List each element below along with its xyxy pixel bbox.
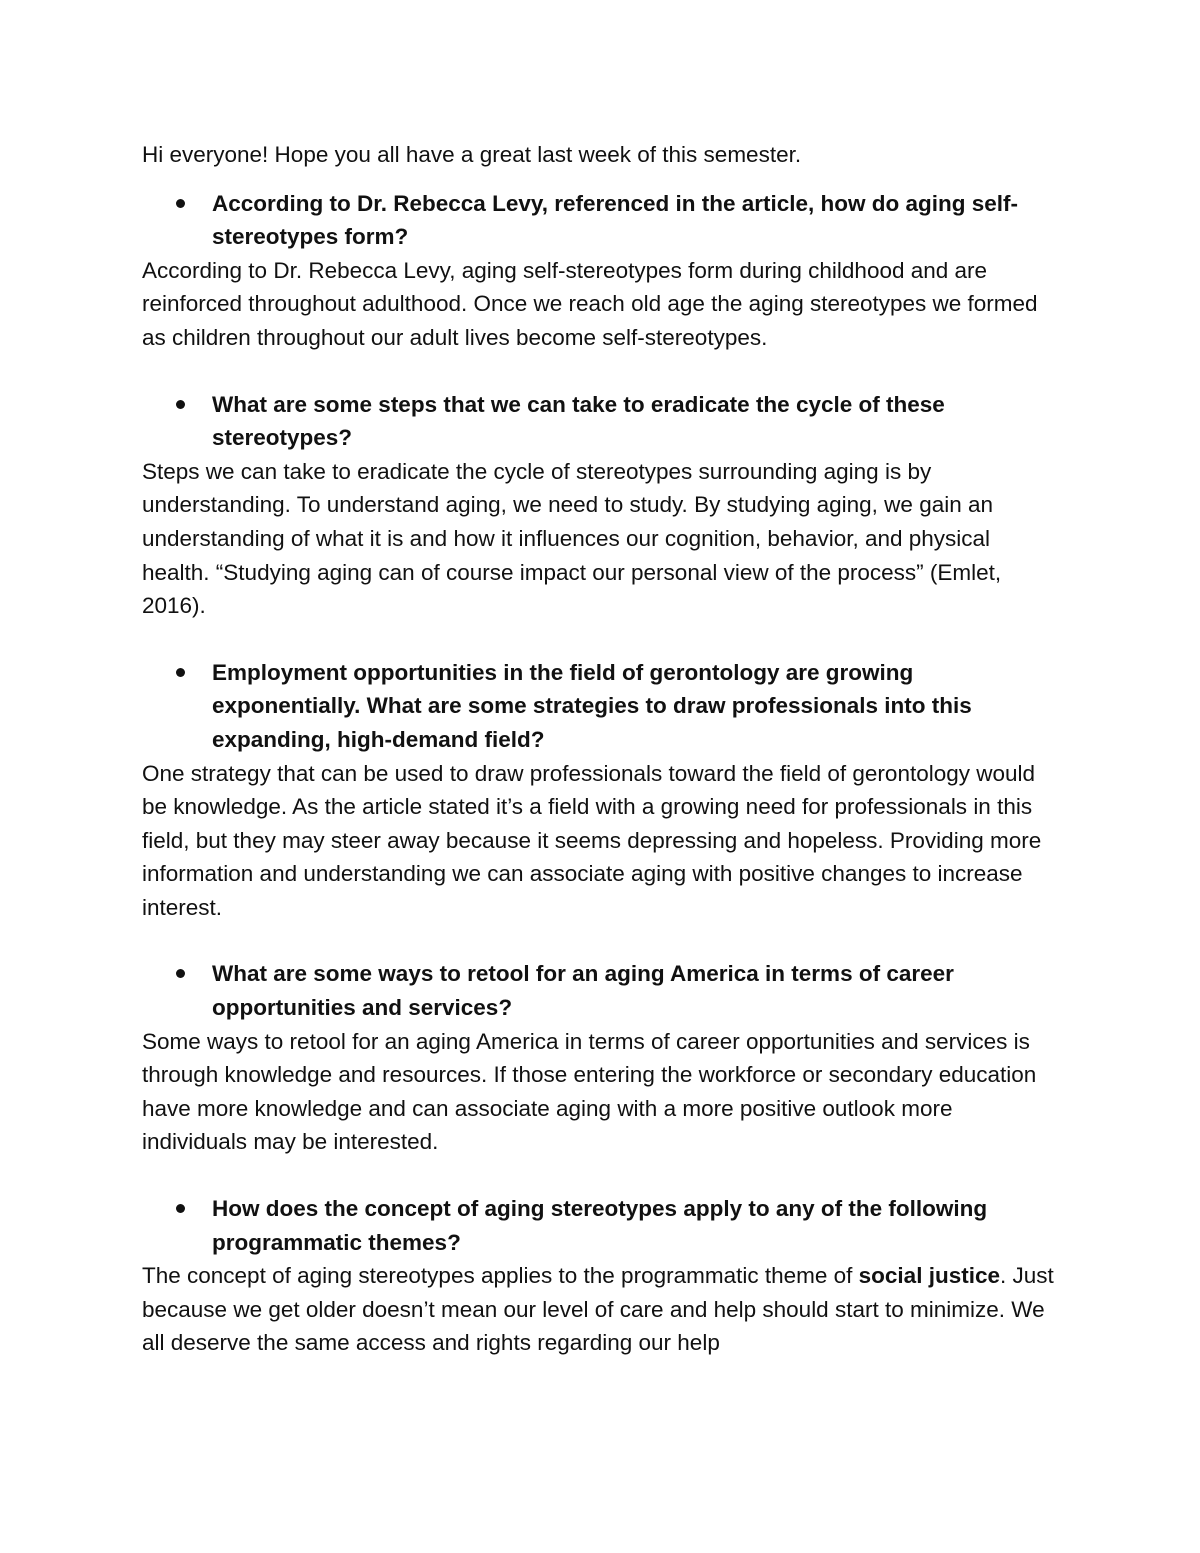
- question-2: [142, 388, 1062, 455]
- question-4-text: What are some ways to retool for an aging America in terms of career opportunities and services?: [212, 961, 954, 1021]
- question-3-text: Employment opportunities in the field of gerontology are growing exponentially. What are some strategies to draw professionals into this expanding, high-demand field?: [212, 659, 972, 752]
- answer-5: [142, 1259, 1062, 1360]
- answer-3: One strategy that can be used to draw professionals toward the field of gerontology would be knowledge. As the article stated it’s a field with a growing need for professionals in this field, but they may steer away because it seems depressing and hopeless. Providing more information and understanding we can associate aging with positive changes to increase interest.: [142, 760, 1042, 920]
- qa-section-retool: [142, 957, 1062, 1159]
- bullet-icon: [176, 969, 185, 978]
- question-2-text: What are some steps that we can take to eradicate the cycle of these stereotypes?: [212, 391, 945, 451]
- qa-section-employment: [142, 656, 1062, 925]
- answer-2: Steps we can take to eradicate the cycle of stereotypes surrounding aging is by understanding. To understand aging, we need to study. By studying aging, we gain an understanding of what it is and how it influences our cognition, behavior, and physical health. “Studying aging can of course impact our personal view of the process” (Emlet, 2016).: [142, 458, 1002, 619]
- answer-5-before: The concept of aging stereotypes applies to the programmatic theme of: [142, 1263, 859, 1289]
- qa-section-levy: [142, 187, 1062, 355]
- question-4: [142, 957, 1062, 1024]
- answer-4: Some ways to retool for an aging America in terms of career opportunities and services is through knowledge and resources. If those entering the workforce or secondary education have more knowledge and can associate aging with a more positive outlook more individuals may be interested.: [142, 1028, 1037, 1155]
- question-5-text: How does the concept of aging stereotypes apply to any of the following programmatic themes?: [212, 1196, 988, 1255]
- answer-1: According to Dr. Rebecca Levy, aging self-stereotypes form during childhood and are reinforced throughout adulthood. Once we reach old age the aging stereotypes we formed as children throughout our adult lives become self-stereotypes.: [142, 257, 1038, 350]
- document-page: [142, 138, 1062, 1393]
- question-1-text: According to Dr. Rebecca Levy, referenced in the article, how do aging self-stereotypes form?: [212, 190, 1019, 250]
- qa-section-themes: [142, 1192, 1062, 1360]
- question-1: [142, 187, 1062, 254]
- bullet-icon: [176, 1204, 185, 1213]
- intro-text: Hi everyone! Hope you all have a great last week of this semester.: [142, 142, 802, 167]
- bullet-icon: [176, 199, 185, 208]
- answer-5-bold-term: social justice: [858, 1263, 1000, 1289]
- bullet-icon: [176, 668, 185, 677]
- bullet-icon: [176, 400, 185, 409]
- answer-5-after: . Just because we get older doesn’t mean our level of care and help should start to minimize. We all deserve the same access and rights regarding our help: [142, 1263, 1054, 1356]
- question-3: [142, 656, 1062, 757]
- question-5: [142, 1192, 1062, 1259]
- qa-section-eradicate: [142, 388, 1062, 623]
